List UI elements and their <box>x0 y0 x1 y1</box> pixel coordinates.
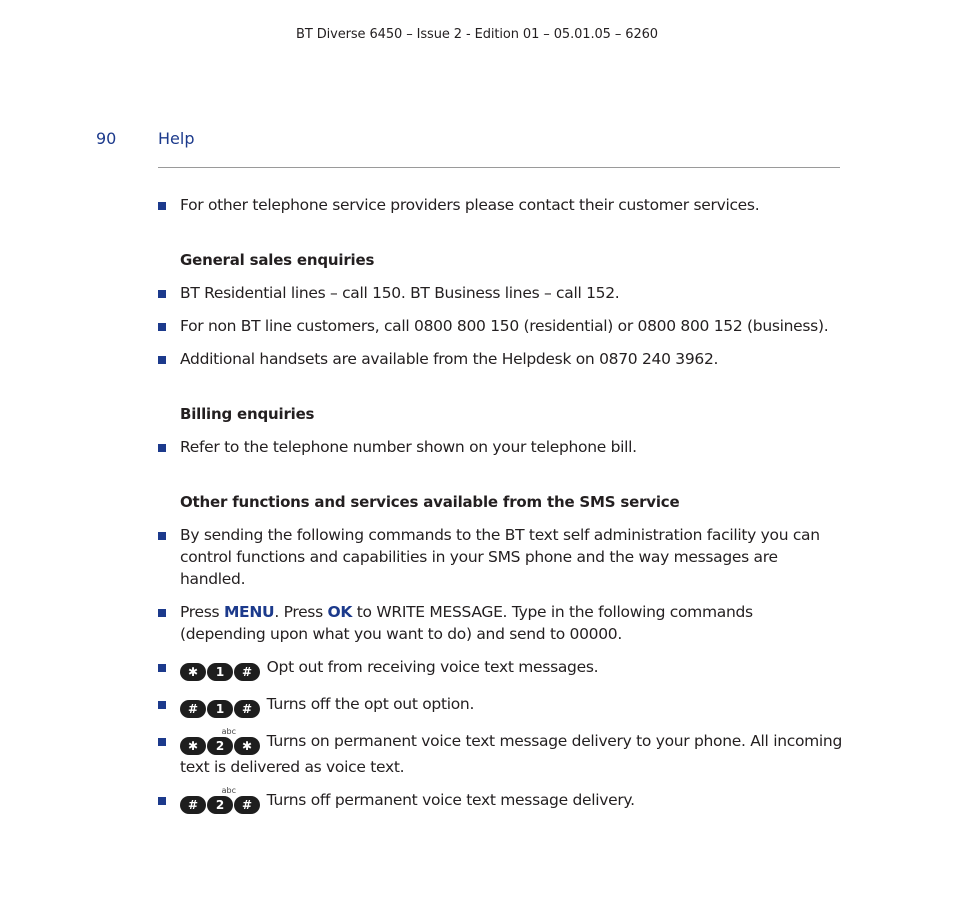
one-key-icon: 1 <box>207 700 233 718</box>
list-item <box>158 524 842 590</box>
sales-item-0: BT Residential lines – call 150. BT Business lines – call 152. <box>180 284 620 302</box>
ok-key-label: OK <box>327 603 353 621</box>
hash-key-icon: # <box>234 796 260 814</box>
bullet-icon <box>158 738 166 746</box>
bullet-icon <box>158 444 166 452</box>
list-item <box>158 282 842 304</box>
list-item <box>158 194 842 216</box>
press-rest: to WRITE MESSAGE. Type in the following commands (depending upon what you want to do) and send to 00000. <box>180 603 753 643</box>
hash-key-icon: # <box>180 700 206 718</box>
one-key-icon: 1 <box>207 663 233 681</box>
two-key-icon <box>207 727 236 755</box>
command-text: Opt out from receiving voice text messages. <box>266 658 599 676</box>
key-sequence <box>180 660 261 682</box>
page-number: 90 <box>96 129 117 148</box>
bullet-icon <box>158 202 166 210</box>
list-item <box>158 315 842 337</box>
star-key-icon: ✱ <box>234 737 260 755</box>
bullet-icon <box>158 664 166 672</box>
billing-item-0: Refer to the telephone number shown on your telephone bill. <box>180 438 637 456</box>
sms-heading: Other functions and services available from the SMS service <box>180 493 680 511</box>
bullet-icon <box>158 701 166 709</box>
bullet-icon <box>158 323 166 331</box>
two-key-icon <box>207 786 236 814</box>
list-item <box>158 436 842 458</box>
key-letters: abc <box>221 727 236 736</box>
press-again: . Press <box>274 603 323 621</box>
billing-heading: Billing enquiries <box>180 405 315 423</box>
command-text: Turns off the opt out option. <box>266 695 475 713</box>
hash-key-icon: # <box>234 663 260 681</box>
star-key-icon: ✱ <box>180 663 206 681</box>
intro-text: For other telephone service providers please contact their customer services. <box>180 196 760 214</box>
star-key-icon: ✱ <box>180 737 206 755</box>
hash-key-icon: # <box>180 796 206 814</box>
press-word: Press <box>180 603 220 621</box>
two-key-digit: 2 <box>215 798 225 812</box>
bullet-icon <box>158 290 166 298</box>
list-item <box>158 348 842 370</box>
command-text: Turns off permanent voice text message delivery. <box>266 791 635 809</box>
list-item <box>158 601 842 645</box>
key-sequence <box>180 786 261 815</box>
bullet-icon <box>158 356 166 364</box>
list-item <box>158 786 842 815</box>
menu-key-label: MENU <box>223 603 275 621</box>
two-key-digit: 2 <box>215 739 225 753</box>
command-text: Turns on permanent voice text message delivery to your phone. All incoming text is delivered as voice text. <box>180 732 842 776</box>
bullet-icon <box>158 609 166 617</box>
header-divider <box>158 167 840 168</box>
document-header: BT Diverse 6450 – Issue 2 - Edition 01 – 05.01.05 – 6260 <box>296 27 658 42</box>
sales-item-1: For non BT line customers, call 0800 800 150 (residential) or 0800 800 152 (business). <box>180 317 829 335</box>
sms-intro: By sending the following commands to the BT text self administration facility you can control functions and capabilities in your SMS phone and the way messages are handled. <box>180 526 820 588</box>
hash-key-icon: # <box>234 700 260 718</box>
sales-item-2: Additional handsets are available from the Helpdesk on 0870 240 3962. <box>180 350 719 368</box>
list-item <box>158 656 842 682</box>
section-title: Help <box>158 129 195 148</box>
list-item <box>158 693 842 719</box>
bullet-icon <box>158 797 166 805</box>
sales-heading: General sales enquiries <box>180 251 375 269</box>
list-item <box>158 727 842 778</box>
key-sequence <box>180 697 261 719</box>
key-letters: abc <box>221 786 236 795</box>
key-sequence <box>180 727 261 756</box>
bullet-icon <box>158 532 166 540</box>
page-content <box>158 194 842 815</box>
